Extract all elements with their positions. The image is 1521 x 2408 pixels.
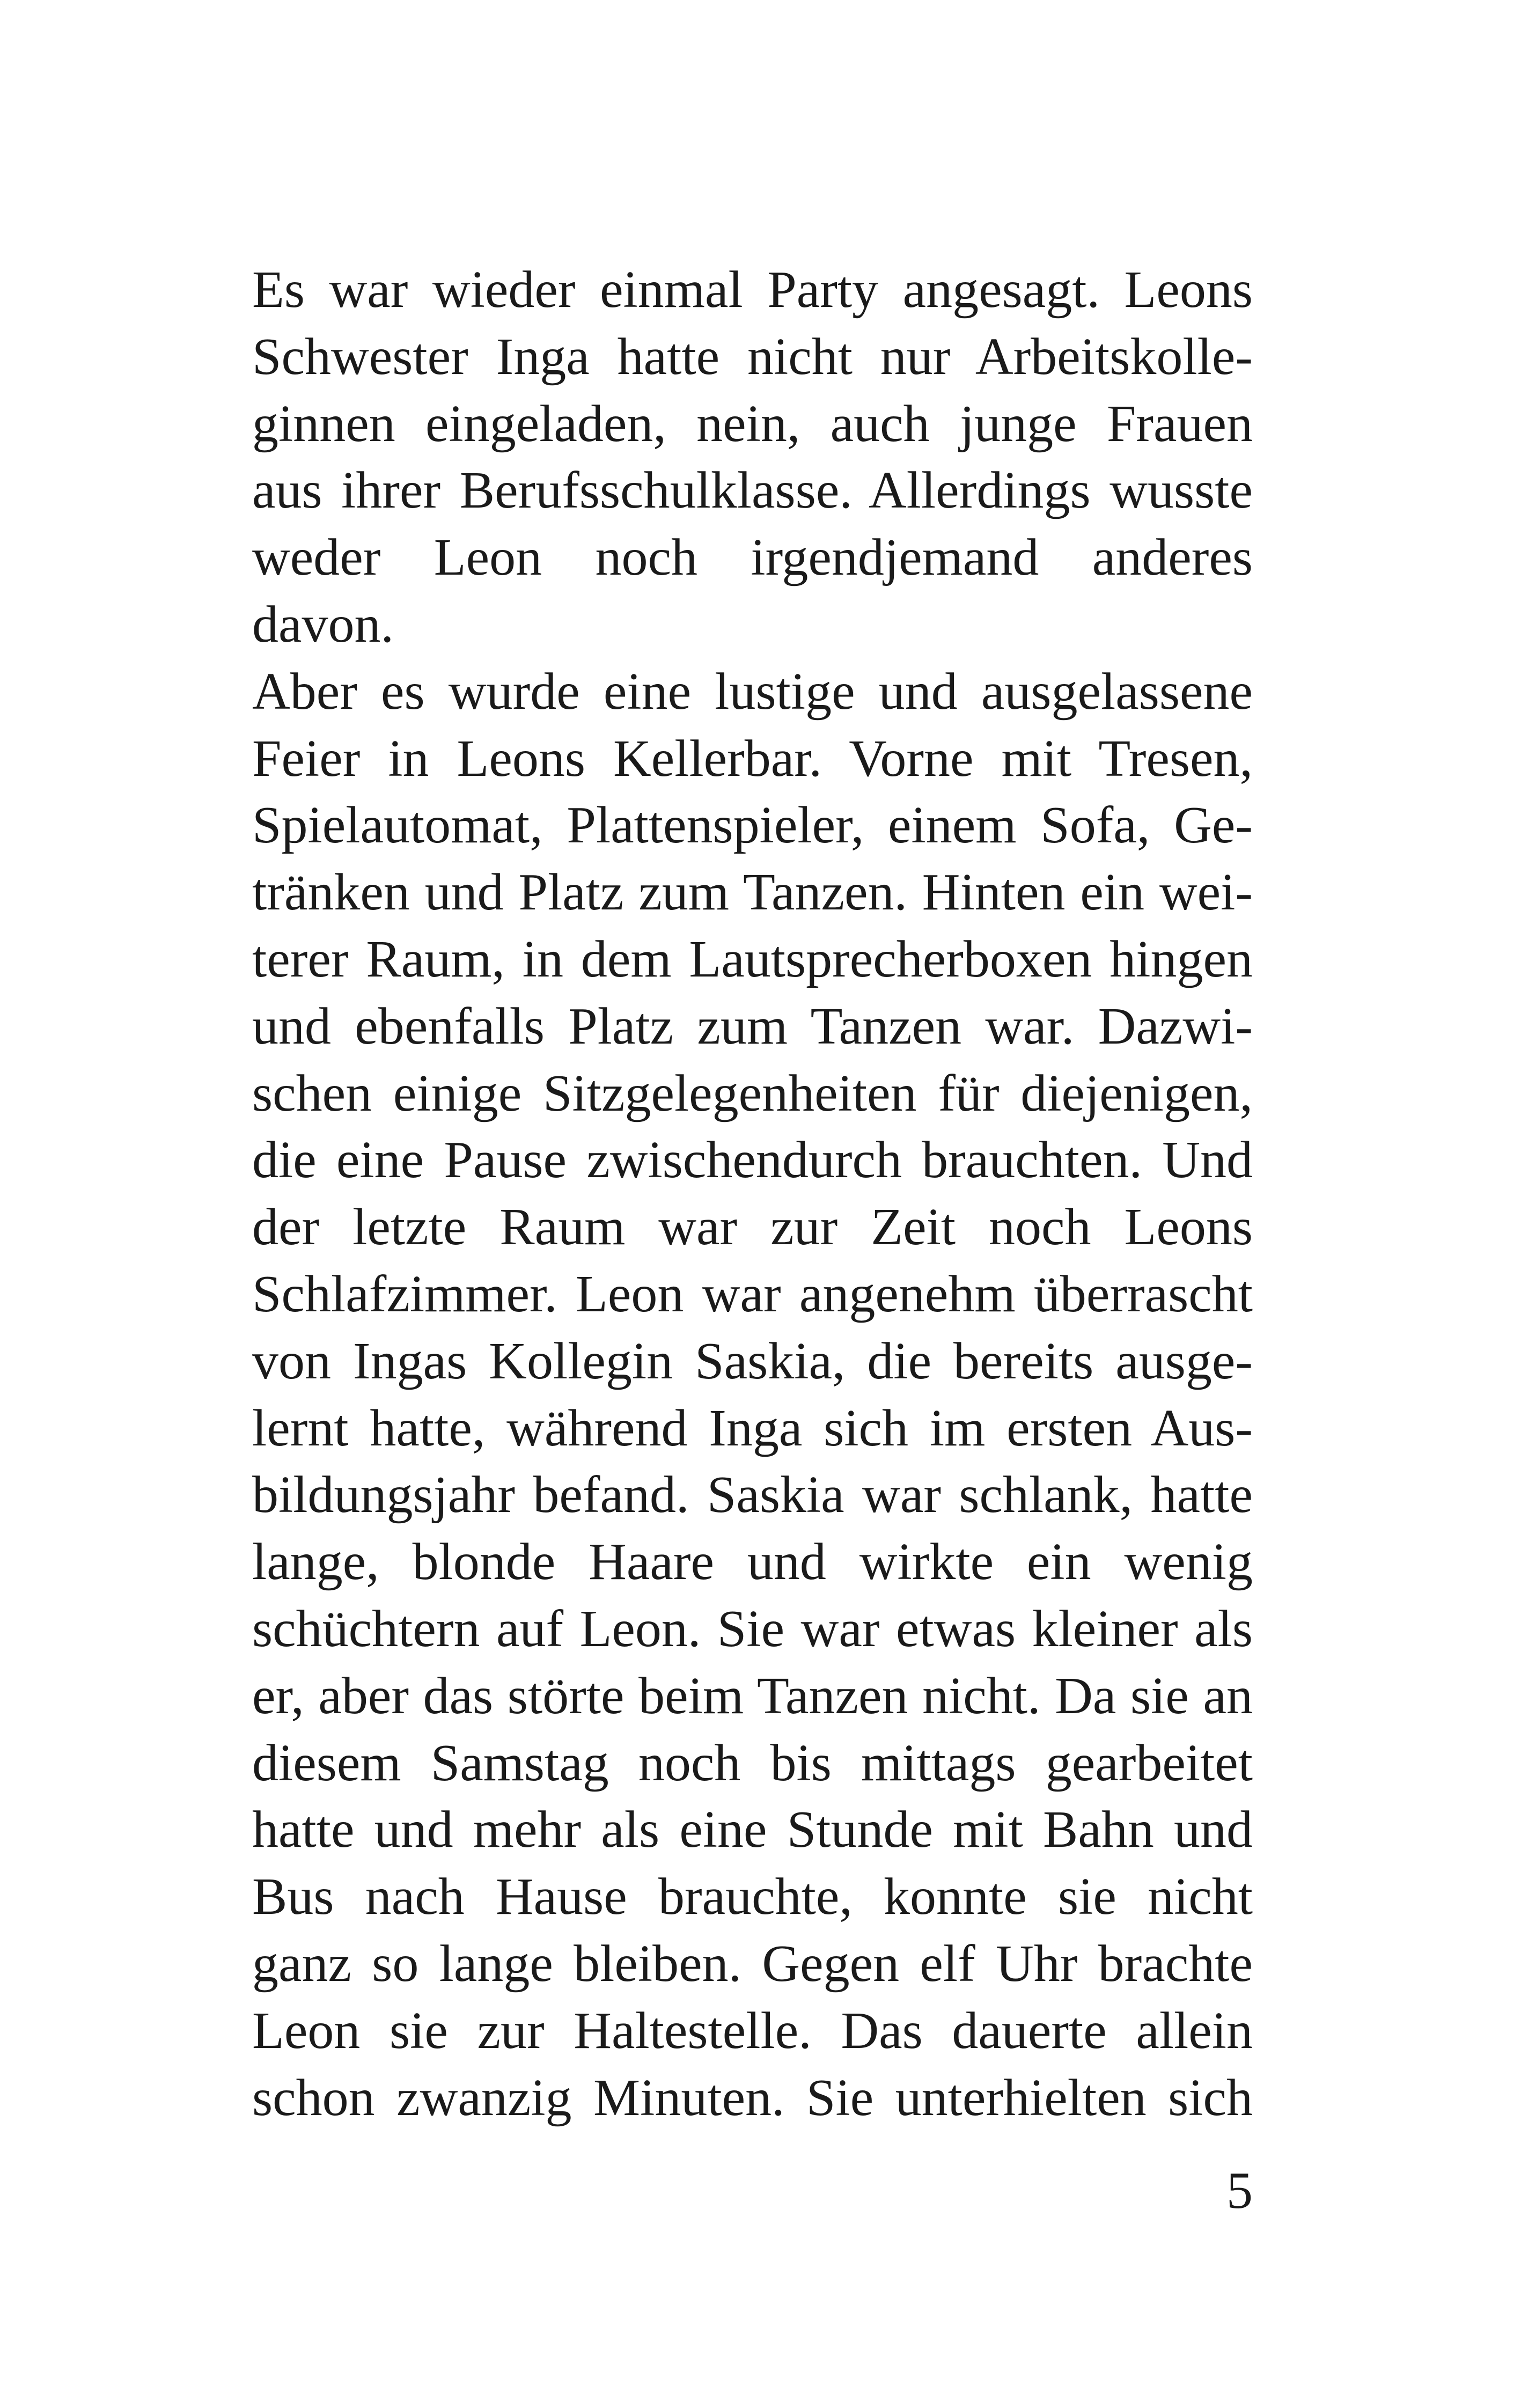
text-line: schen einige Sitzgelegenheiten für diejenigen, <box>252 1064 1253 1122</box>
text-line: von Ingas Kollegin Saskia, die bereits ausge- <box>252 1332 1253 1390</box>
text-line: aus ihrer Berufsschulklasse. Allerdings wusste <box>252 461 1253 520</box>
text-line: Feier in Leons Kellerbar. Vorne mit Tresen, <box>252 729 1253 788</box>
text-line: der letzte Raum war zur Zeit noch Leons <box>252 1198 1253 1257</box>
text-line: ganz so lange bleiben. Gegen elf Uhr brachte <box>252 1934 1253 1993</box>
text-line: die eine Pause zwischendurch brauchten. Und <box>252 1131 1253 1190</box>
text-line: tränken und Platz zum Tanzen. Hinten ein wei- <box>252 863 1253 922</box>
text-line: hatte und mehr als eine Stunde mit Bahn und <box>252 1801 1253 1859</box>
body-text <box>252 256 1253 2131</box>
text-line: und ebenfalls Platz zum Tanzen war. Dazwi- <box>252 997 1253 1055</box>
text-line: er, aber das störte beim Tanzen nicht. Da sie an <box>252 1666 1253 1725</box>
text-line: terer Raum, in dem Lautsprecherboxen hingen <box>252 930 1253 988</box>
text-line: diesem Samstag noch bis mittags gearbeitet <box>252 1734 1253 1792</box>
text-line: lernt hatte, während Inga sich im ersten Aus- <box>252 1399 1253 1457</box>
text-line: Aber es wurde eine lustige und ausgelassene <box>252 662 1253 721</box>
text-line: Leon sie zur Haltestelle. Das dauerte allein <box>252 2001 1253 2060</box>
text-line: davon. <box>252 595 394 654</box>
text-line: bildungsjahr befand. Saskia war schlank, hatte <box>252 1466 1253 1524</box>
text-line: lange, blonde Haare und wirkte ein wenig <box>252 1533 1253 1591</box>
text-line: Schlafzimmer. Leon war angenehm überrascht <box>252 1265 1253 1323</box>
page-number: 5 <box>1226 2162 1253 2220</box>
text-line: schüchtern auf Leon. Sie war etwas kleiner als <box>252 1599 1253 1658</box>
text-line: weder Leon noch irgendjemand anderes <box>252 528 1253 587</box>
text-line: schon zwanzig Minuten. Sie unterhielten sich <box>252 2068 1253 2127</box>
text-line: Spielautomat, Plattenspieler, einem Sofa, Ge- <box>252 796 1253 855</box>
text-line: Bus nach Hause brauchte, konnte sie nicht <box>252 1868 1253 1926</box>
text-line: Es war wieder einmal Party angesagt. Leons <box>252 261 1253 319</box>
text-line: ginnen eingeladen, nein, auch junge Frauen <box>252 394 1253 453</box>
text-line: Schwester Inga hatte nicht nur Arbeitskolle- <box>252 327 1253 386</box>
